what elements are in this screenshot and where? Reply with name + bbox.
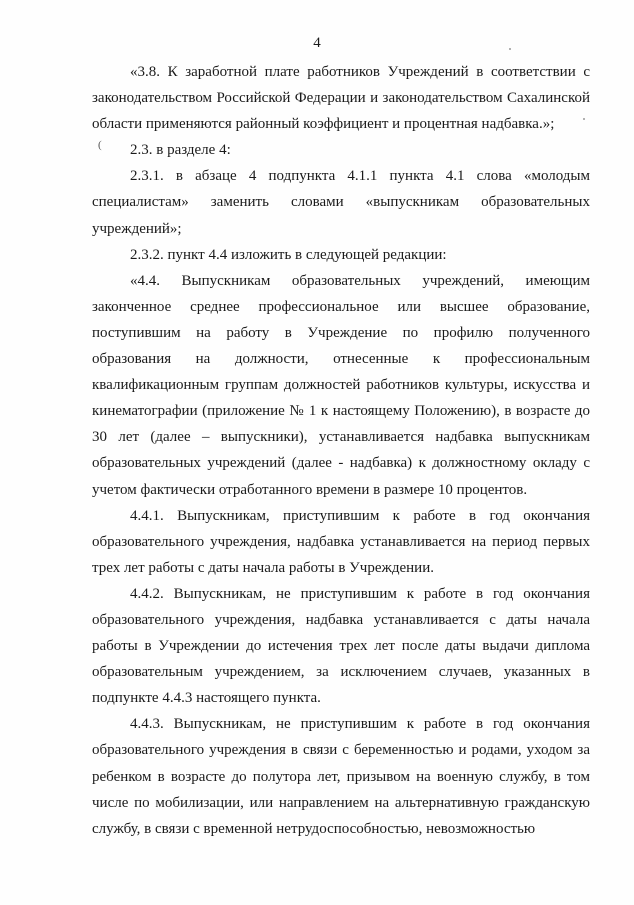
scan-speck xyxy=(509,48,511,50)
paragraph-4-4-2: 4.4.2. Выпускникам, не приступившим к работе в год окончания образовательного учреждения, надбавка устанавливается с даты начала работы в Учреждении до истечения трех лет после даты выдачи диплома образовательным учреждением, за исключением случаев, указанных в подпункте 4.4.3 настоящего пункта. xyxy=(92,585,590,707)
paragraph-4-4: «4.4. Выпускникам образовательных учреждений, имеющим законченное среднее профессиональное или высшее образование, поступившим на работу в Учреждение по профилю полученного образования на должности, отнесенные к профессиональным квалификационным группам должностей работников культуры, искусства и кинематографии (приложение № 1 к настоящему Положению), в возрасте до 30 лет (далее – выпускники), устанавливается надбавка выпускникам образовательных учреждений (далее - надбавка) к должностному окладу с учетом фактически отработанного времени в размере 10 процентов. xyxy=(92,272,590,498)
document-body xyxy=(92,59,590,842)
paragraph-4-4-1: 4.4.1. Выпускникам, приступившим к работе в год окончания образовательного учреждения, надбавка устанавливается на период первых трех лет работы с даты начала работы в Учреждении. xyxy=(92,507,590,576)
paragraph-4-4-3: 4.4.3. Выпускникам, не приступившим к работе в год окончания образовательного учреждения в связи с беременностью и родами, уходом за ребенком в возрасте до полутора лет, призывом на военную службу, в том числе по мобилизации, или направлением на альтернативную гражданскую службу, в связи с временной нетрудоспособностью, невозможностью xyxy=(92,716,590,837)
paragraph-2-3-1: 2.3.1. в абзаце 4 подпункта 4.1.1 пункта 4.1 слова «молодым специалистам» заменить словами «выпускникам образовательных учреждений»; xyxy=(92,168,590,237)
page-number: 4 xyxy=(313,35,321,51)
paragraph-3-8: «3.8. К заработной плате работников Учреждений в соответствии с законодательством Российской Федерации и законодательством Сахалинской области применяются районный коэффициент и процентная надбавка.»; xyxy=(92,64,590,133)
scan-mark: ( xyxy=(98,139,102,151)
paragraph-2-3: 2.3. в разделе 4: xyxy=(130,142,231,159)
paragraph-2-3-2: 2.3.2. пункт 4.4 изложить в следующей редакции: xyxy=(130,246,447,263)
